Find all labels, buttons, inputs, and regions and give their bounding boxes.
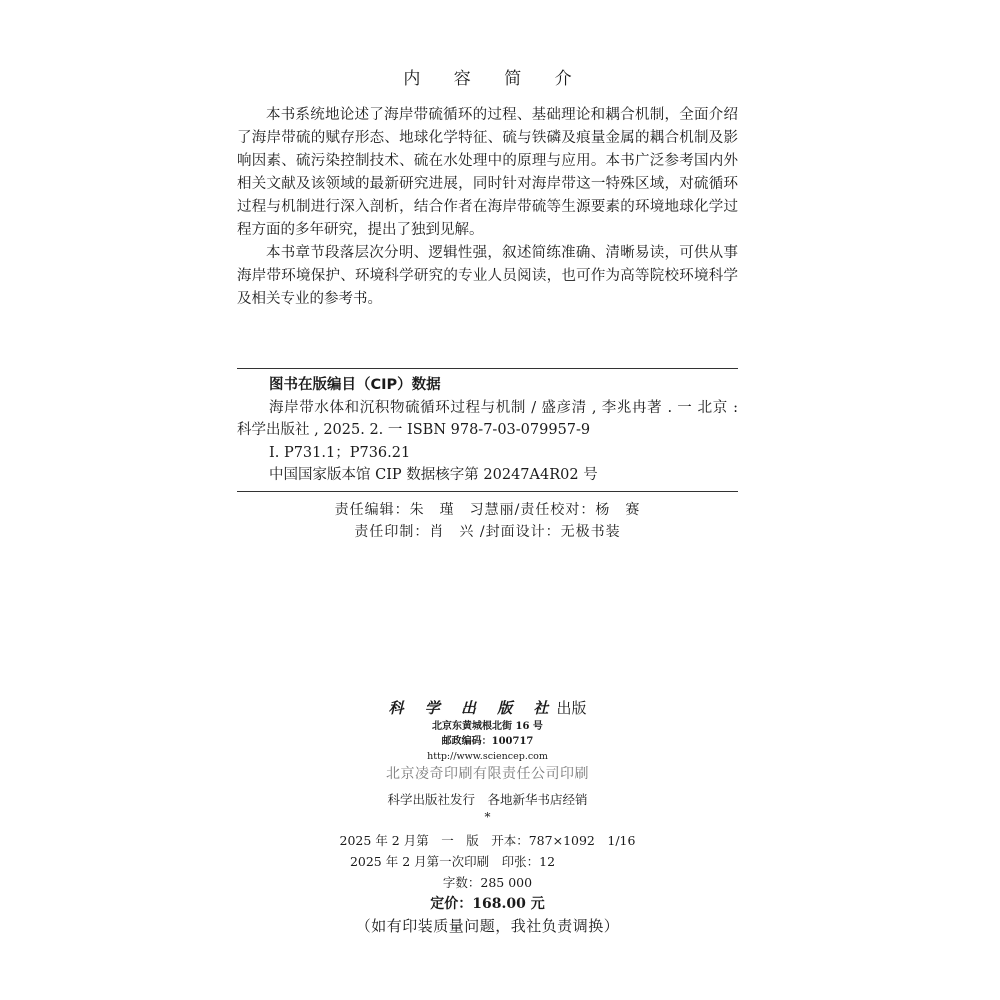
colophon <box>237 697 738 937</box>
distribution: 科学出版社发行 各地新华书店经销 <box>387 792 588 807</box>
book-format: 开本：787×1092 1/16 <box>491 833 636 848</box>
cip-record-number: 中国国家版本馆 CIP 数据核字第 20247A4R02 号 <box>269 467 598 483</box>
print-sheets: 印张：12 <box>501 854 556 869</box>
cip-block <box>237 374 738 487</box>
publisher-address: 北京东黄城根北街 16 号 <box>432 721 543 732</box>
summary-paragraph: 本书章节段落层次分明、逻辑性强，叙述简练准确、清晰易读，可供从事海岸带环境保护、环境科学研究的专业人员阅读，也可作为高等院校环境科学及相关专业的参考书。 <box>237 245 738 307</box>
summary-paragraph: 本书系统地论述了海岸带硫循环的过程、基础理论和耦合机制，全面介绍了海岸带硫的赋存形态、地球化学特征、硫与铁磷及痕量金属的耦合机制及影响因素、硫污染控制技术、硫在水处理中的原理与应用。本书广泛参考国内外相关文献及该领域的最新研究进展，同时针对海岸带这一特殊区域，对硫循环过程与机制进行深入剖析，结合作者在海岸带硫等生源要素的环境地球化学过程方面的多年研究，提出了独到见解。 <box>237 107 738 238</box>
credits-line: 责任印制：肖 兴 /封面设计：无极书装 <box>354 524 621 540</box>
price: 定价：168.00 元 <box>430 896 545 912</box>
word-count: 字数：285 000 <box>442 875 533 890</box>
cip-entry-line: 科学出版社 , 2025. 2. 一 ISBN 978-7-03-079957-9 <box>237 422 591 438</box>
edition-line <box>237 830 738 851</box>
cip-bottom-rule <box>237 491 738 492</box>
credits-line: 责任编辑：朱 瑾 习慧丽/责任校对：杨 赛 <box>334 502 641 518</box>
printing-line <box>237 851 738 872</box>
cip-entry-line: 海岸带水体和沉积物硫循环过程与机制 / 盛彦清 , 李兆冉著 . 一 北京 : <box>269 399 738 416</box>
cip-heading: 图书在版编目（CIP）数据 <box>269 377 441 393</box>
cip-top-rule <box>237 368 738 369</box>
print-date: 2025 年 2 月第一次印刷 <box>349 854 490 869</box>
book-summary <box>237 104 738 311</box>
quality-notice: （如有印装质量问题，我社负责调换） <box>355 917 620 935</box>
separator-star: * <box>484 810 491 824</box>
edition-date: 2025 年 2 月第 一 版 <box>339 833 479 848</box>
publish-suffix: 出版 <box>556 699 587 717</box>
page-title: 内 容 简 介 <box>403 69 586 89</box>
publisher-line <box>237 697 738 719</box>
printer: 北京凌奇印刷有限责任公司印刷 <box>386 766 589 782</box>
cip-classification: Ⅰ. P731.1；P736.21 <box>269 444 411 461</box>
publisher-name: 科 学 出 版 社 <box>388 699 557 717</box>
publisher-url: http://www.sciencep.com <box>427 751 548 762</box>
publisher-postcode: 邮政编码：100717 <box>441 736 534 747</box>
editorial-credits <box>237 499 738 543</box>
